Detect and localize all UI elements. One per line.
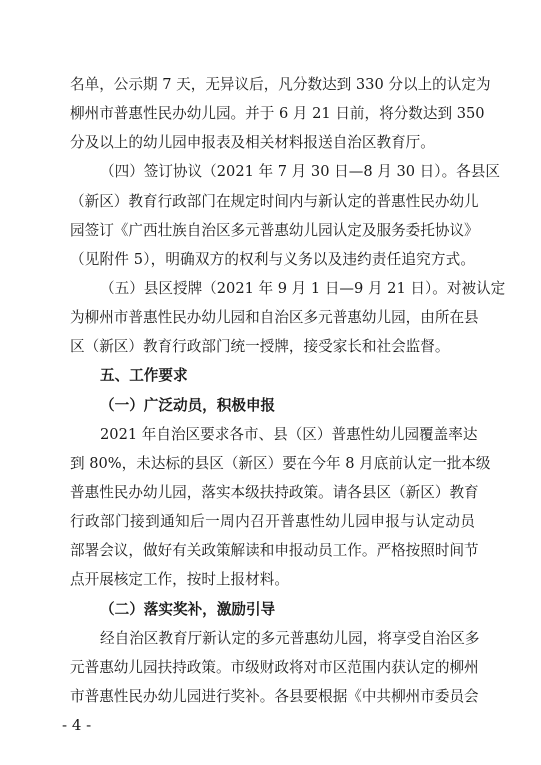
text-line: （四）签订协议（2021 年 7 月 30 日—8 月 30 日）。各县区 (100, 163, 500, 181)
text-line: 为柳州市普惠性民办幼儿园和自治区多元普惠幼儿园，由所在县 (70, 309, 479, 327)
text-line: （见附件 5），明确双方的权利与义务以及违约责任追究方式。 (70, 250, 475, 268)
text-line: 到 80%，未达标的县区（新区）要在今年 8 月底前认定一批本级 (70, 454, 491, 472)
text-line: 市普惠性民办幼儿园进行奖补。各县要根据《中共柳州市委员会 (70, 688, 479, 705)
text-line: 元普惠幼儿园扶持政策。市级财政将对市区范围内获认定的柳州 (70, 658, 479, 676)
text-line: 名单，公示期 7 天，无异议后，凡分数达到 330 分以上的认定为 (70, 76, 491, 93)
text-line: 普惠性民办幼儿园，落实本级扶持政策。请各县区（新区）教育 (70, 484, 479, 501)
text-line: （新区）教育行政部门在规定时间内与新认定的普惠性民办幼儿 (70, 192, 479, 210)
text-line: 经自治区教育厅新认定的多元普惠幼儿园，将享受自治区多 (100, 629, 480, 647)
text-line: 部署会议，做好有关政策解读和申报动员工作。严格按照时间节 (70, 542, 479, 560)
text-line: 行政部门接到通知后一周内召开普惠性幼儿园申报与认定动员 (70, 513, 475, 531)
text-line: 分及以上的幼儿园申报表及相关材料报送自治区教育厅。 (70, 134, 435, 152)
text-line: 点开展核定工作，按时上报材料。 (70, 571, 289, 589)
subsection-heading: （二）落实奖补，激励引导 (100, 600, 276, 618)
page-number: - 4 - (62, 716, 92, 734)
text-line: 区（新区）教育行政部门统一授牌，接受家长和社会监督。 (70, 338, 450, 356)
subsection-heading: （一）广泛动员，积极申报 (100, 396, 276, 414)
text-line: 园签订《广西壮族自治区多元普惠幼儿园认定及服务委托协议》 (70, 221, 479, 239)
section-heading: 五、工作要求 (100, 367, 188, 385)
text-line: 柳州市普惠性民办幼儿园。并于 6 月 21 日前，将分数达到 350 (70, 105, 485, 123)
text-line: 2021 年自治区要求各市、县（区）普惠性幼儿园覆盖率达 (100, 425, 478, 443)
text-line: （五）县区授牌（2021 年 9 月 1 日—9 月 21 日）。对被认定 (100, 280, 506, 297)
